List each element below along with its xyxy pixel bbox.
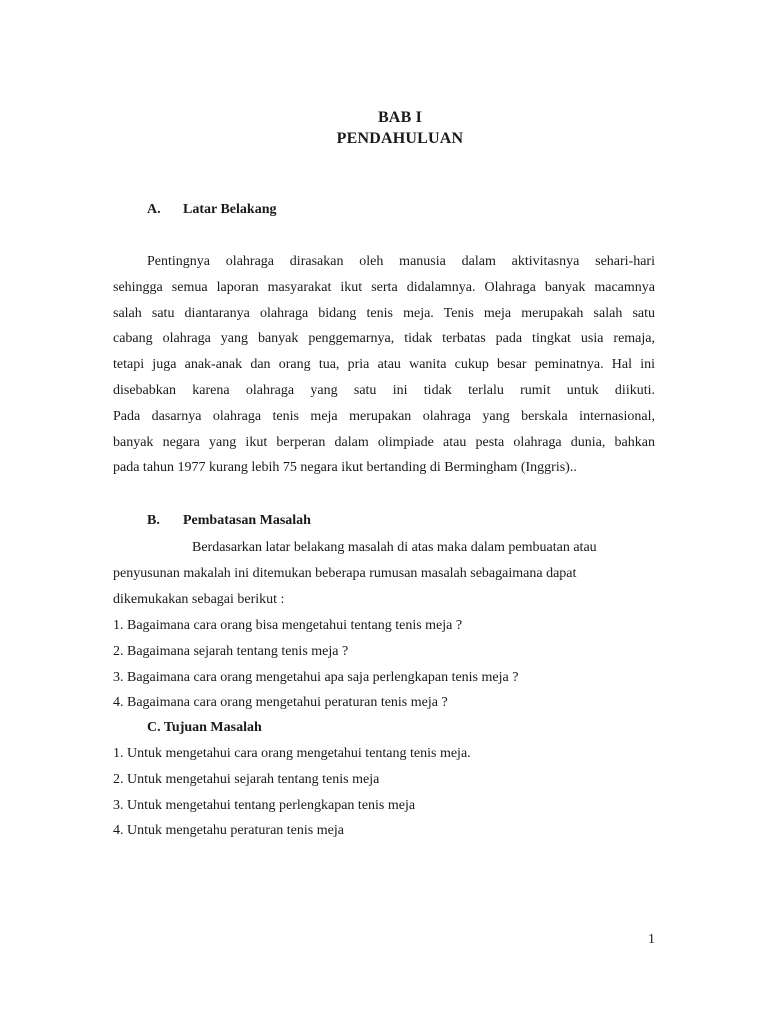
paragraph-line: pada tahun 1977 kurang lebih 75 negara ikut bertanding di Bermingham (Inggris).. (113, 460, 577, 476)
chapter-title: PENDAHULUAN (336, 130, 464, 147)
section-b-intro-line: penyusunan makalah ini ditemukan beberapa rumusan masalah sebagaimana dapat (113, 566, 577, 581)
paragraph-line: cabang olahraga yang banyak penggemarnya, tidak terbatas pada tingkat usia remaja, (113, 331, 655, 347)
paragraph-line: banyak negara yang ikut berperan dalam olimpiade atau pesta olahraga dunia, bahkan (113, 434, 655, 450)
list-item: 2. Bagaimana sejarah tentang tenis meja ? (113, 643, 349, 659)
section-a-paragraph (113, 249, 655, 481)
list-item: 4. Untuk mengetahu peraturan tenis meja (113, 823, 344, 839)
section-c-heading: C. Tujuan Masalah (147, 720, 262, 735)
paragraph-line: tetapi juga anak-anak dan orang tua, pria atau wanita cukup besar peminatnya. Hal ini (113, 357, 655, 373)
list-item: 4. Bagaimana cara orang mengetahui peraturan tenis meja ? (113, 695, 448, 711)
objective-list (113, 741, 471, 844)
chapter-number: BAB I (377, 109, 423, 126)
paragraph-line: Pentingnya olahraga dirasakan oleh manusia dalam aktivitasnya sehari-hari (147, 254, 655, 269)
section-b-heading (147, 511, 447, 531)
page-number: 1 (648, 932, 655, 947)
section-b-title: Pembatasan Masalah (183, 513, 311, 528)
paragraph-line: Pada dasarnya olahraga tenis meja merupakan olahraga yang berskala internasional, (113, 408, 655, 424)
section-b-intro-line: dikemukakan sebagai berikut : (113, 592, 285, 607)
section-b-intro-line: Berdasarkan latar belakang masalah di atas maka dalam pembuatan atau (192, 540, 597, 555)
list-item: 2. Untuk mengetahui sejarah tentang tenis meja (113, 771, 380, 787)
list-item: 3. Untuk mengetahui tentang perlengkapan tenis meja (113, 797, 416, 813)
paragraph-line: sehingga semua laporan masyarakat ikut serta didalamnya. Olahraga banyak macamnya (113, 279, 655, 295)
list-item: 1. Untuk mengetahui cara orang mengetahui tentang tenis meja. (113, 746, 471, 761)
section-a-heading (147, 200, 447, 220)
paragraph-line: disebabkan karena olahraga yang satu ini tidak terlalu rumit untuk diikuti. (113, 382, 655, 398)
problem-list (113, 613, 518, 716)
section-a-letter: A. (147, 202, 161, 217)
list-item: 1. Bagaimana cara orang bisa mengetahui tentang tenis meja ? (113, 618, 463, 633)
paragraph-line: salah satu diantaranya olahraga bidang tenis meja. Tenis meja merupakah salah satu (113, 305, 655, 321)
section-a-title: Latar Belakang (183, 202, 277, 217)
list-item: 3. Bagaimana cara orang mengetahui apa saja perlengkapan tenis meja ? (113, 669, 519, 685)
section-b-letter: B. (147, 513, 160, 528)
